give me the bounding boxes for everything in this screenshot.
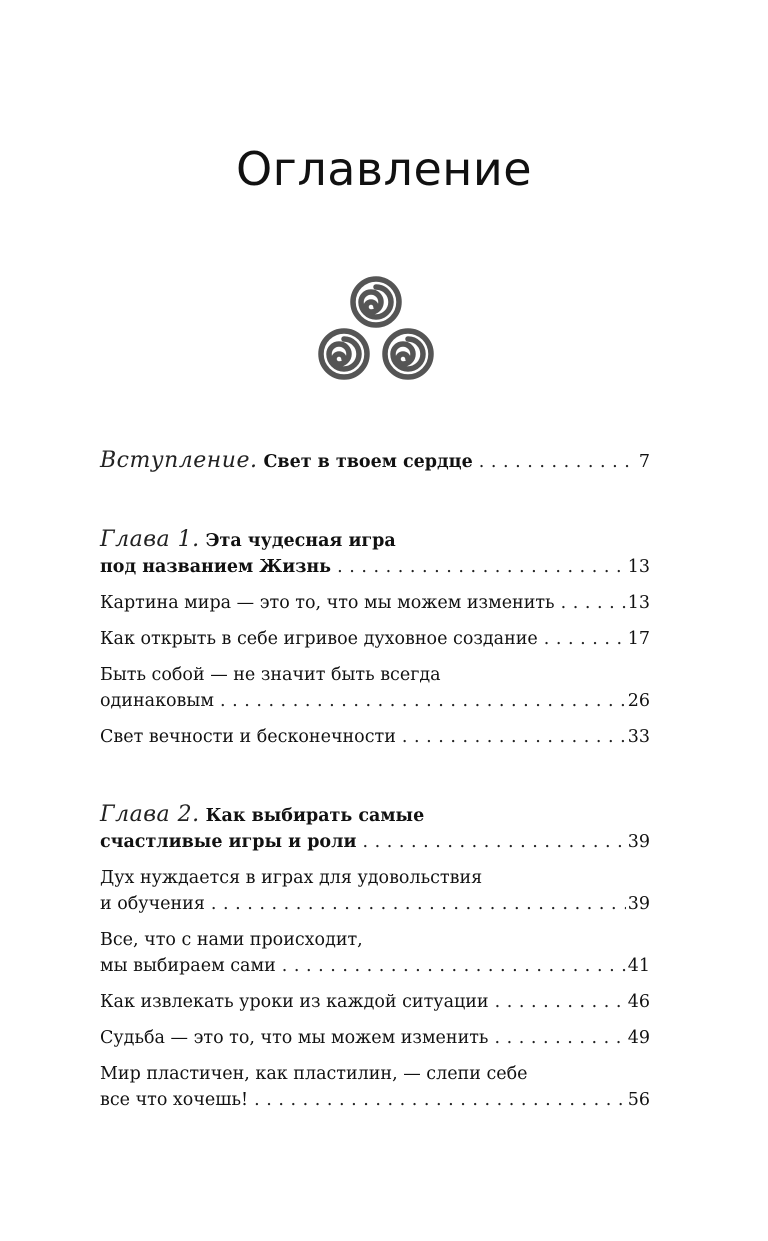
section-title-line2: мы выбираем сами bbox=[100, 956, 276, 976]
toc-entry-section[interactable] bbox=[100, 662, 650, 714]
page-number: 56 bbox=[627, 1090, 650, 1110]
dot-leader bbox=[220, 688, 626, 714]
toc-entry-section[interactable] bbox=[100, 590, 650, 616]
dot-leader bbox=[254, 1087, 626, 1113]
chapter-title-line2: под названием Жизнь bbox=[100, 557, 332, 577]
chapter-label: Глава 2. bbox=[100, 802, 200, 827]
dot-leader bbox=[211, 891, 626, 917]
page-number: 46 bbox=[627, 992, 650, 1012]
section-title-line2: все что хочешь! bbox=[100, 1090, 249, 1110]
page-title: Оглавление bbox=[235, 142, 533, 196]
toc-entry-section[interactable] bbox=[100, 626, 650, 652]
chapter-title-line1: Эта чудесная игра bbox=[205, 531, 396, 551]
page-number: 33 bbox=[627, 727, 650, 747]
toc-entry-section[interactable] bbox=[100, 724, 650, 750]
dot-leader bbox=[479, 449, 637, 475]
chapter-title-line2: счастливые игры и роли bbox=[100, 832, 357, 852]
page-number: 7 bbox=[638, 452, 650, 472]
page-number: 26 bbox=[627, 691, 650, 711]
section-title: Как извлекать уроки из каждой ситуации bbox=[100, 992, 489, 1012]
section-title: Судьба — это то, что мы можем изменить bbox=[100, 1028, 489, 1048]
triple-spiral-emblem-icon bbox=[318, 276, 434, 382]
section-title-line2: и обучения bbox=[100, 894, 205, 914]
dot-leader bbox=[337, 554, 626, 580]
section-title-line1: Быть собой — не значит быть всегда bbox=[100, 665, 441, 685]
chapter-title-line1: Как выбирать самые bbox=[205, 806, 425, 826]
page-number: 13 bbox=[627, 593, 650, 613]
page-number: 41 bbox=[627, 956, 650, 976]
table-of-contents bbox=[100, 448, 650, 1123]
dot-leader bbox=[544, 626, 626, 652]
section-title-line1: Мир пластичен, как пластилин, — слепи себе bbox=[100, 1064, 528, 1084]
chapter-label: Глава 1. bbox=[100, 527, 200, 552]
dot-leader bbox=[402, 724, 626, 750]
toc-entry-chapter-1[interactable] bbox=[100, 527, 650, 580]
toc-entry-section[interactable] bbox=[100, 1025, 650, 1051]
page-number: 39 bbox=[627, 894, 650, 914]
section-title-line1: Дух нуждается в играх для удовольствия bbox=[100, 868, 483, 888]
toc-entry-section[interactable] bbox=[100, 1061, 650, 1113]
intro-title: Свет в твоем сердце bbox=[263, 452, 473, 472]
page-number: 17 bbox=[627, 629, 650, 649]
page-number: 13 bbox=[627, 557, 650, 577]
toc-entry-chapter-2[interactable] bbox=[100, 802, 650, 855]
dot-leader bbox=[362, 829, 625, 855]
dot-leader bbox=[495, 989, 626, 1015]
section-title-line2: одинаковым bbox=[100, 691, 214, 711]
intro-label: Вступление. bbox=[100, 448, 258, 473]
section-title-line1: Все, что с нами происходит, bbox=[100, 930, 363, 950]
toc-entry-section[interactable] bbox=[100, 865, 650, 917]
page-number: 39 bbox=[627, 832, 650, 852]
toc-entry-section[interactable] bbox=[100, 989, 650, 1015]
section-title: Как открыть в себе игривое духовное создание bbox=[100, 629, 538, 649]
toc-entry-section[interactable] bbox=[100, 927, 650, 979]
toc-entry-intro[interactable] bbox=[100, 448, 650, 475]
dot-leader bbox=[494, 1025, 625, 1051]
page-number: 49 bbox=[627, 1028, 650, 1048]
section-title: Свет вечности и бесконечности bbox=[100, 727, 396, 747]
dot-leader bbox=[282, 953, 626, 979]
dot-leader bbox=[561, 590, 626, 616]
section-title: Картина мира — это то, что мы можем изменить bbox=[100, 593, 555, 613]
